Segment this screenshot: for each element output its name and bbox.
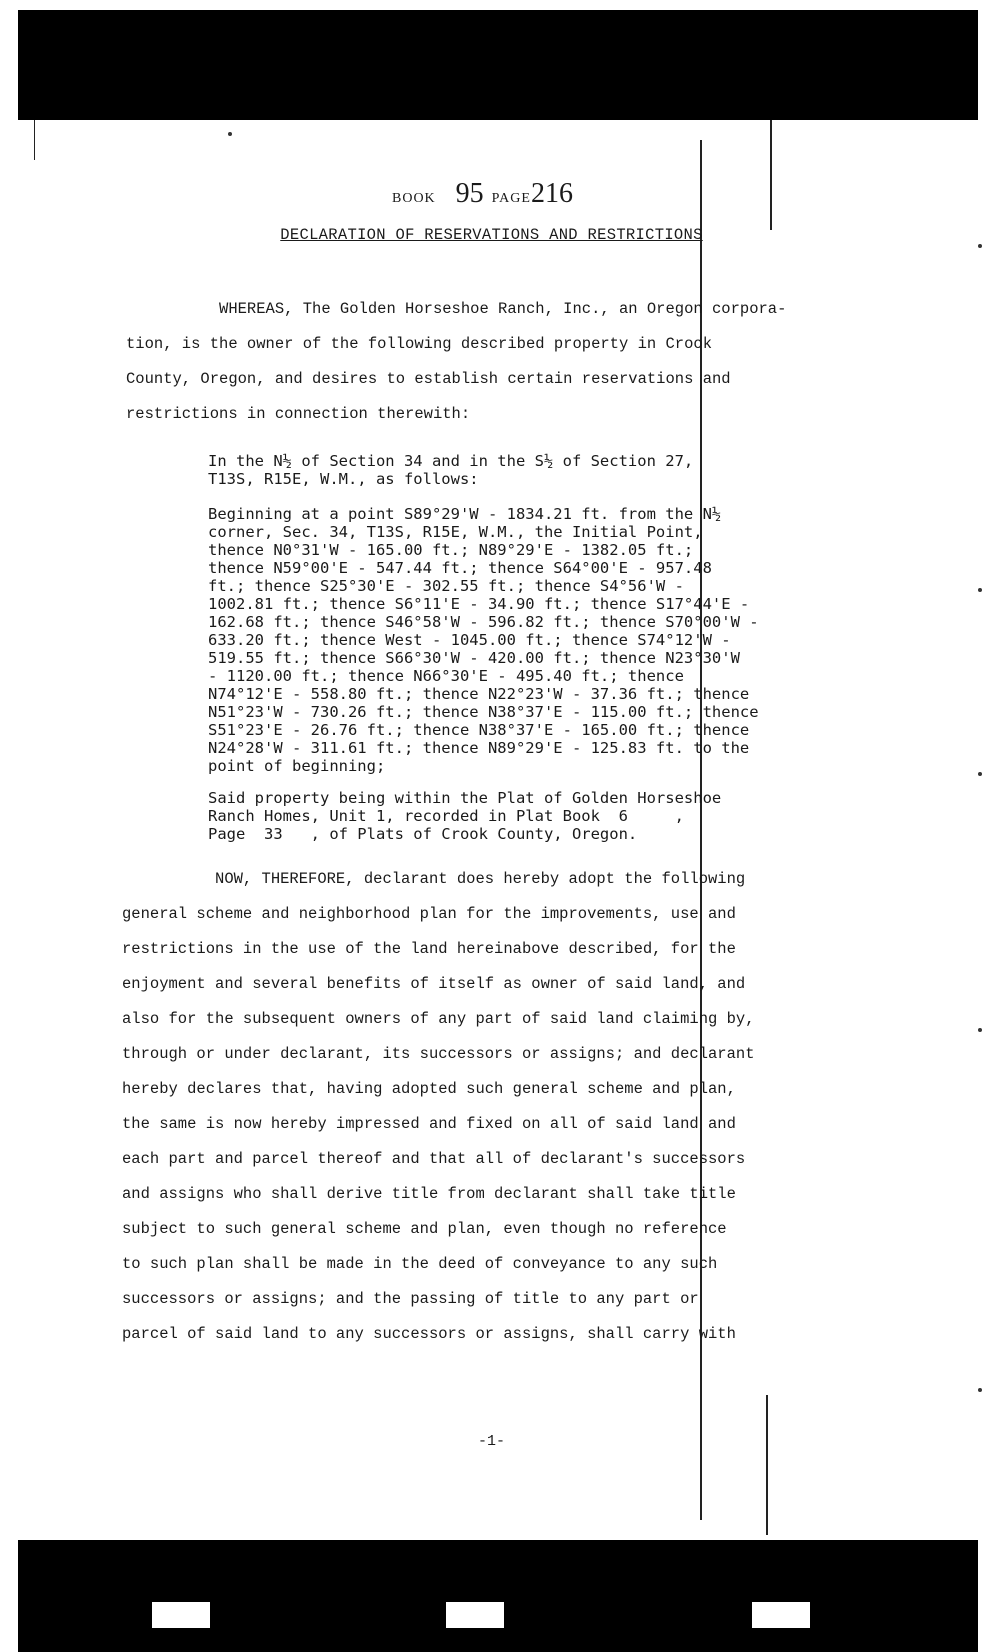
book-number: 95	[455, 178, 484, 209]
book-page-stamp	[392, 178, 573, 210]
scan-speck	[978, 588, 982, 592]
book-label: BOOK	[392, 191, 436, 206]
page-label: PAGE	[491, 191, 531, 206]
scan-line-artifact	[34, 120, 35, 160]
scan-bottom-border	[18, 1540, 978, 1652]
scan-speck	[978, 1028, 982, 1032]
scan-top-border	[18, 10, 978, 120]
whereas-paragraph: WHEREAS, The Golden Horseshoe Ranch, Inc., an Oregon corpora- tion, is the owner of the following described property in Crook County, Oregon, and desires to establish certain reservations and restrictions in connection therewith:	[126, 300, 787, 423]
legal-location: In the N½ of Section 34 and in the S½ of Section 27, T13S, R15E, W.M., as follows:	[208, 452, 694, 488]
scan-speck	[978, 244, 982, 248]
now-therefore-paragraph: NOW, THEREFORE, declarant does hereby adopt the following general scheme and neighborhood plan for the improvements, use and restrictions in the use of the land hereinabove described, for the enjoyment and several benefits of itself as owner of said land, and also for the subsequent owners of any part of said land claiming by, through or under declarant, its successors or assigns; and declarant hereby declares that, having adopted such general scheme and plan, the same is now hereby impressed and fixed on all of said land and each part and parcel thereof and that all of declarant's successors and assigns who shall derive title from declarant shall take title subject to such general scheme and plan, even though no reference to such plan shall be made in the deed of conveyance to any such successors or assigns; and the passing of title to any part or parcel of said land to any successors or assigns, shall carry with	[122, 870, 755, 1343]
page-marker: -1-	[477, 1433, 505, 1450]
scan-speck	[978, 772, 982, 776]
scan-line-artifact	[766, 1395, 768, 1535]
page-number: 216	[530, 178, 573, 209]
metes-and-bounds: Beginning at a point S89°29'W - 1834.21 ft. from the N½ corner, Sec. 34, T13S, R15E, W.M., the Initial Point, thence N0°31'W - 165.00 ft.; N89°29'E - 1382.05 ft.; thence N59°00'E - 547.44 ft.; thence S64°00'E - 957.48 ft.; thence S25°30'E - 302.55 ft.; thence S4°56'W - 1002.81 ft.; thence S6°11'E - 34.90 ft.; thence S17°44'E - 162.68 ft.; thence S46°58'W - 596.82 ft.; thence S70°00'W - 633.20 ft.; thence West - 1045.00 ft.; thence S74°12'W - 519.55 ft.; thence S66°30'W - 420.00 ft.; thence N23°30'W - 1120.00 ft.; thence N66°30'E - 495.40 ft.; thence N74°12'E - 558.80 ft.; thence N22°23'W - 37.36 ft.; thence N51°23'W - 730.26 ft.; thence N38°37'E - 115.00 ft.; thence S51°23'E - 26.76 ft.; thence N38°37'E - 165.00 ft.; thence N24°28'W - 311.61 ft.; thence N89°29'E - 125.83 ft. to the point of beginning;	[208, 505, 759, 775]
scan-line-artifact	[770, 120, 772, 230]
scan-speck	[978, 1388, 982, 1392]
scan-speck	[228, 132, 232, 136]
document-title: DECLARATION OF RESERVATIONS AND RESTRICTIONS	[280, 226, 703, 244]
plat-reference: Said property being within the Plat of Golden Horseshoe Ranch Homes, Unit 1, recorded in Plat Book 6 , Page 33 , of Plats of Crook County, Oregon.	[208, 789, 722, 843]
binder-hole	[752, 1602, 810, 1628]
binder-hole	[152, 1602, 210, 1628]
binder-hole	[446, 1602, 504, 1628]
